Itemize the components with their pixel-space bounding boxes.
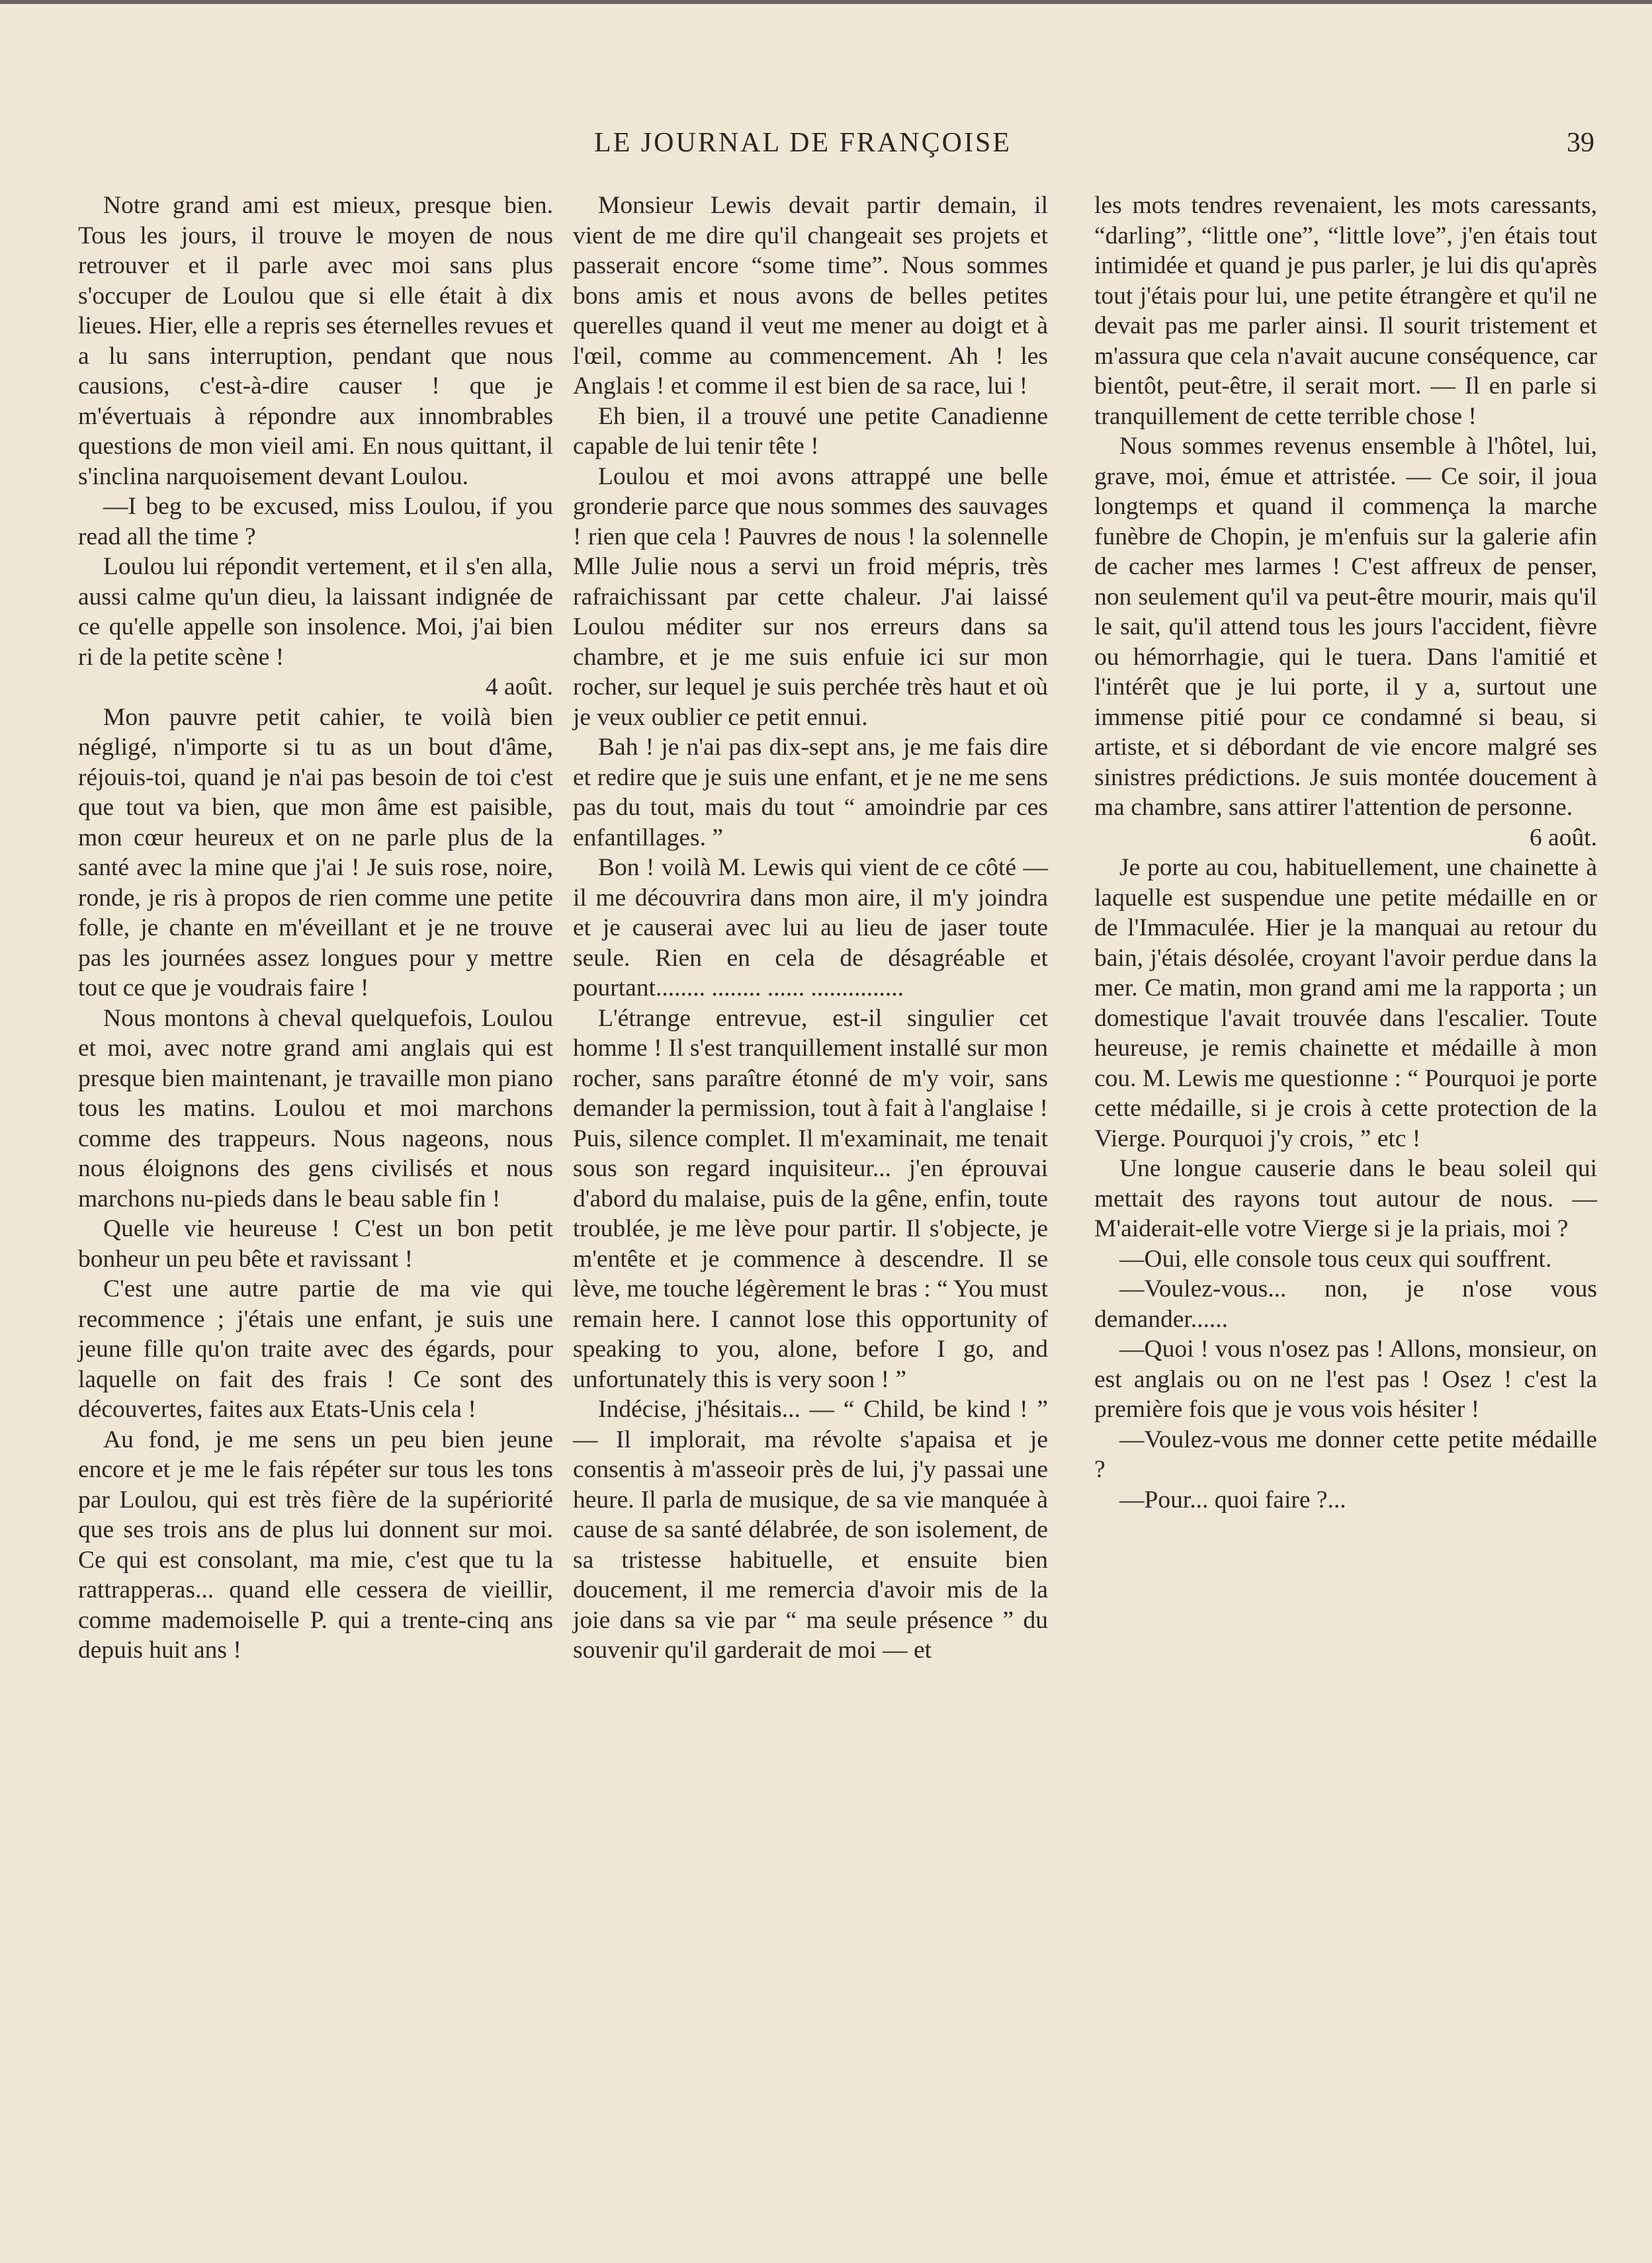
paragraph: Eh bien, il a trouvé une petite Canadienne capable de lui tenir tête ! (573, 402, 1048, 460)
paragraph: Bon ! voilà M. Lewis qui vient de ce côté — il me découvrira dans mon aire, il m'y joindra et je causerai avec lui au lieu de jaser toute seule. Rien en cela de désagréable et pourtant........ ........ ...... ............... (573, 854, 1048, 1002)
paragraph: —Oui, elle console tous ceux qui souffrent. (1119, 1245, 1552, 1273)
top-rule (0, 0, 1652, 4)
entry-date: 4 août. (485, 673, 553, 701)
paragraph: Une longue causerie dans le beau soleil qui mettait des rayons tout autour de nous. — M'aiderait-elle votre Vierge si je la priais, moi ? (1094, 1155, 1597, 1242)
paragraph: —Quoi ! vous n'osez pas ! Allons, monsieur, on est anglais ou on ne l'est pas ! Osez ! c'est la première fois que je vous vois hésiter ! (1094, 1336, 1597, 1423)
paragraph: Loulou lui répondit vertement, et il s'en alla, aussi calme qu'un dieu, la laissant indignée de ce qu'elle appelle son insolence. Moi, j'ai bien ri de la petite scène ! (78, 553, 553, 671)
paragraph: Quelle vie heureuse ! C'est un bon petit bonheur un peu bête et ravissant ! (78, 1215, 553, 1273)
paragraph: Nous montons à cheval quelquefois, Loulou et moi, avec notre grand ami anglais qui est presque bien maintenant, je travaille mon piano tous les matins. Loulou et moi marchons comme des trappeurs. Nous nageons, nous nous éloignons des gens civilisés et nous marchons nu-pieds dans le beau sable fin ! (78, 1004, 553, 1213)
paragraph: Mon pauvre petit cahier, te voilà bien négligé, n'importe si tu as un bout d'âme, réjouis-toi, quand je n'ai pas besoin de toi c'est que tout va bien, que mon âme est paisible, mon cœur heureux et on ne parle plus de la santé avec la mine que j'ai ! Je suis rose, noire, ronde, je ris à propos de rien comme une petite folle, je chante en m'éveillant et je ne trouve pas les journées assez longues pour y mettre tout ce que je voudrais faire ! (78, 703, 553, 1002)
paragraph: Nous sommes revenus ensemble à l'hôtel, lui, grave, moi, émue et attristée. — Ce soir, il joua longtemps et quand il commença la marche funèbre de Chopin, je m'enfuis sur la galerie afin de cacher mes larmes ! C'est affreux de penser, non seulement qu'il va peut-être mourir, mais qu'il le sait, qu'il attend tous les jours l'accident, fièvre ou hémorrhagie, qui le tuera. Dans l'amitié et l'intérêt que je lui porte, il y a, surtout une immense pitié pour ce condamné si beau, si artiste, et si débordant de vie encore malgré ses sinistres prédictions. Je suis montée doucement à ma chambre, sans attirer l'attention de personne. (1094, 433, 1597, 821)
paragraph: L'étrange entrevue, est-il singulier cet homme ! Il s'est tranquillement installé sur mon rocher, sans paraître étonné de m'y voir, sans demander la permission, tout à fait à l'anglaise ! Puis, silence complet. Il m'examinait, me tenait sous son regard inquisiteur... j'en éprouvai d'abord du malaise, puis de la gêne, enfin, toute troublée, je me lève pour partir. Il s'objecte, je m'entête et je commence à descendre. Il se lève, me touche légèrement le bras : “ You must remain here. I cannot lose this opportunity of speaking to you, alone, before I go, and unfortunately this is very soon ! ” (573, 1004, 1048, 1393)
paragraph-continued: les mots tendres revenaient, les mots caressants, “darling”, “little one”, “little love”, j'en étais tout intimidée et quand je pus parler, je lui dis qu'après tout j'étais pour lui, une petite étrangère et qu'il ne devait pas me parler ainsi. Il sourit tristement et m'assura que cela n'avait aucune conséquence, car bientôt, peut-être, il serait mort. — Il en parle si tranquillement de cette terrible chose ! (1094, 192, 1597, 430)
column-3 (1094, 191, 1597, 1515)
paragraph: Notre grand ami est mieux, presque bien. Tous les jours, il trouve le moyen de nous retrouver et il parle avec moi sans plus s'occuper de Loulou que si elle était à dix lieues. Hier, elle a repris ses éternelles revues et a lu sans interruption, pendant que nous causions, c'est-à-dire causer ! que je m'évertuais à répondre aux innombrables questions de mon vieil ami. En nous quittant, il s'inclina narquoisement devant Loulou. (78, 192, 553, 490)
paragraph: —I beg to be excused, miss Loulou, if you read all the time ? (78, 493, 553, 550)
paragraph: Monsieur Lewis devait partir demain, il vient de me dire qu'il changeait ses projets et passerait encore “some time”. Nous sommes bons amis et nous avons de belles petites querelles quand il veut me mener au doigt et à l'œil, comme au commencement. Ah ! les Anglais ! et comme il est bien de sa race, lui ! (573, 192, 1048, 400)
paragraph: —Voulez-vous me donner cette petite médaille ? (1094, 1426, 1597, 1483)
page-number: 39 (1567, 128, 1594, 158)
paragraph: Bah ! je n'ai pas dix-sept ans, je me fais dire et redire que je suis une enfant, et je ne me sens pas du tout, mais du tout “ amoindrie par ces enfantillages. ” (573, 734, 1048, 851)
column-2 (573, 191, 1048, 1666)
journal-title: LE JOURNAL DE FRANÇOISE (594, 128, 1012, 158)
paragraph: Je porte au cou, habituellement, une chainette à laquelle est suspendue une petite médaille en or de l'Immaculée. Hier je la manquai au retour du bain, j'étais désolée, croyant l'avoir perdue dans la mer. Ce matin, mon grand ami me la rapporta ; un domestique l'avait trouvée dans l'escalier. Toute heureuse, je remis chainette et médaille à mon cou. M. Lewis me questionne : “ Pourquoi je porte cette médaille, si je crois à cette protection de la Vierge. Pourquoi j'y crois, ” etc ! (1094, 854, 1597, 1152)
paragraph: C'est une autre partie de ma vie qui recommence ; j'étais une enfant, je suis une jeune fille qu'on traite avec des égards, pour laquelle on fait des frais ! Ce sont des découvertes, faites aux Etats-Unis cela ! (78, 1275, 553, 1423)
entry-date: 6 août. (1529, 824, 1597, 851)
paragraph: —Voulez-vous... non, je n'ose vous demander...... (1094, 1275, 1597, 1333)
paragraph: Loulou et moi avons attrappé une belle gronderie parce que nous sommes des sauvages ! rien que cela ! Pauvres de nous ! la solennelle Mlle Julie nous a servi un froid mépris, très rafraichissant par cette chaleur. J'ai laissé Loulou méditer sur nos erreurs dans sa chambre, et je me suis enfuie ici sur mon rocher, sur lequel je suis perchée très haut et où je veux oublier ce petit ennui. (573, 462, 1048, 731)
paragraph: Indécise, j'hésitais... — “ Child, be kind ! ” — Il implorait, ma révolte s'apaisa et je consentis à m'asseoir près de lui, j'y passai une heure. Il parla de musique, de sa vie manquée à cause de sa santé délabrée, de son isolement, de sa tristesse habituelle, et ensuite bien doucement, il me remercia d'avoir mis de la joie dans sa vie par “ ma seule présence ” du souvenir qu'il garderait de moi — et (573, 1396, 1048, 1664)
paragraph: Au fond, je me sens un peu bien jeune encore et je me le fais répéter sur tous les tons par Loulou, qui est très fière de la supériorité que ses trois ans de plus lui donnent sur moi. Ce qui est consolant, ma mie, c'est que tu la rattrapperas... quand elle cessera de vieillir, comme mademoiselle P. qui a trente-cinq ans depuis huit ans ! (78, 1426, 553, 1664)
column-1 (78, 191, 553, 1666)
running-header (0, 127, 1652, 167)
paragraph: —Pour... quoi faire ?... (1119, 1486, 1346, 1514)
